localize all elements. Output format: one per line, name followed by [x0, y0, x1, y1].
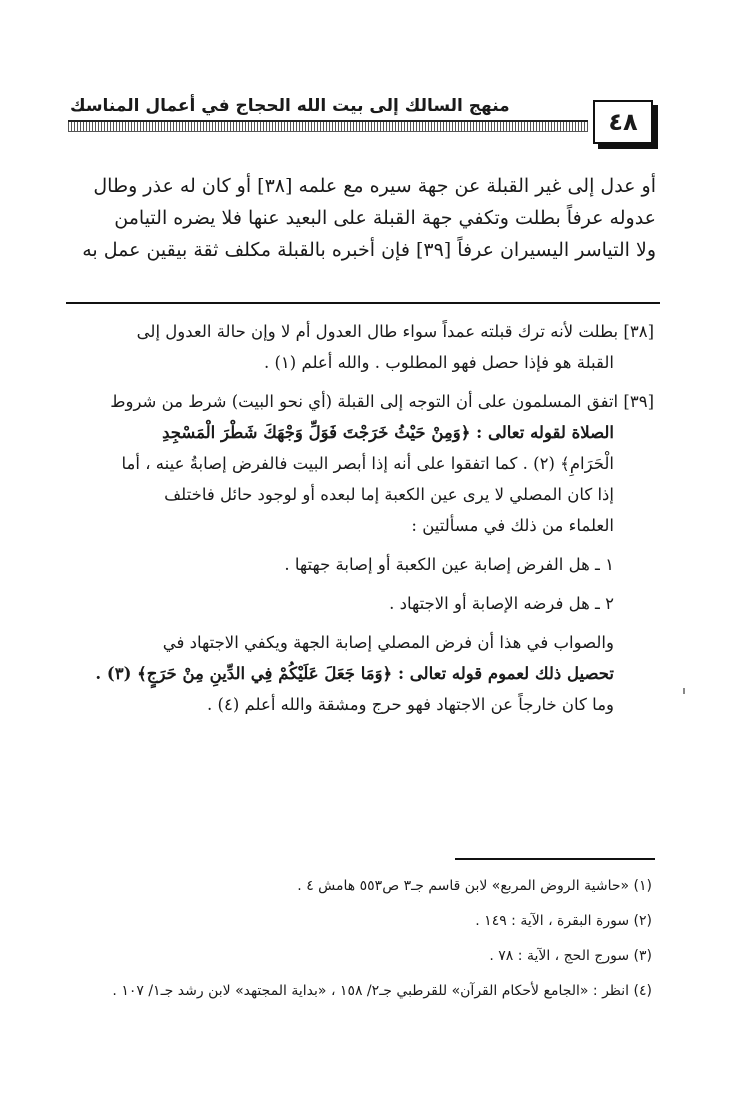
- note-39: [70, 386, 654, 541]
- main-text-line: ولا التياسر اليسيران عرفاً [٣٩] فإن أخبره بالقبلة مكلف ثقة بيقين عمل به: [82, 239, 656, 261]
- note-line: إذا كان المصلي لا يرى عين الكعبة إما لبعده أو لوجود حائل فاختلف: [164, 485, 614, 504]
- note-line: والصواب في هذا أن فرض المصلي إصابة الجهة ويكفي الاجتهاد في: [162, 633, 614, 652]
- note-line: ٢ ـ هل فرضه الإصابة أو الاجتهاد .: [389, 594, 614, 613]
- note-line: وما كان خارجاً عن الاجتهاد فهو حرج ومشقة والله أعلم (٤) .: [207, 695, 614, 714]
- main-text-line: أو عدل إلى غير القبلة عن جهة سيره مع علمه [٣٨] أو كان له عذر وطال: [93, 175, 656, 197]
- note-line: [٣٩] اتفق المسلمون على أن التوجه إلى القبلة (أي نحو البيت) شرط من شروط: [110, 392, 654, 411]
- margin-mark: [683, 688, 685, 694]
- main-text: [70, 170, 656, 266]
- footnote-4: (٤) انظر : «الجامع لأحكام القرآن» للقرطبي جـ٢/ ١٥٨ ، «بداية المجتهد» لابن رشد جـ١/ ١٠٧ .: [112, 983, 652, 999]
- footnote-1: (١) «حاشية الروض المربع» لابن قاسم جـ٣ ص٥٥٣ هامش ٤ .: [297, 878, 652, 894]
- commentary-notes: [70, 316, 654, 728]
- note-line: ١ ـ هل الفرض إصابة عين الكعبة أو إصابة جهتها .: [284, 555, 614, 574]
- header-rule: [68, 120, 588, 132]
- note-line: العلماء من ذلك في مسألتين :: [411, 516, 614, 535]
- note-line: القبلة هو فإذا حصل فهو المطلوب . والله أعلم (١) .: [263, 353, 614, 372]
- main-text-line: عدوله عرفاً بطلت وتكفي جهة القبلة على البعيد عنها فلا يضره التيامن: [114, 207, 656, 229]
- note-line-quran: الصلاة لقوله تعالى : ﴿وَمِنْ حَيْثُ خَرَجْتَ فَوَلِّ وَجْهَكَ شَطْرَ الْمَسْجِدِ: [162, 423, 614, 442]
- conclusion: [70, 627, 654, 720]
- footnotes: [70, 872, 652, 1012]
- note-line: الْحَرَامِ﴾ (٢) . كما اتفقوا على أنه إذا أبصر البيت فالفرض إصابةُ عينه ، أما: [121, 454, 614, 473]
- note-line-quran: تحصيل ذلك لعموم قوله تعالى : ﴿وَمَا جَعَلَ عَلَيْكُمْ فِي الدِّينِ مِنْ حَرَجٍ﴾ (٣) .: [95, 664, 614, 683]
- note-38: [70, 316, 654, 378]
- footnote-3: (٣) سورج الحج ، الآية : ٧٨ .: [489, 948, 652, 964]
- footnote-separator: [455, 858, 655, 860]
- note-line: [٣٨] بطلت لأنه ترك قبلته عمداً سواء طال العدول أم لا وإن حالة العدول إلى: [136, 322, 654, 341]
- question-2: [70, 588, 654, 619]
- notes-separator: [66, 302, 660, 304]
- question-1: [70, 549, 654, 580]
- footnote-2: (٢) سورة البقرة ، الآية : ١٤٩ .: [475, 913, 652, 929]
- page-number: ٤٨: [593, 100, 653, 144]
- running-header: منهج السالك إلى بيت الله الحجاج في أعمال المناسك: [70, 96, 510, 116]
